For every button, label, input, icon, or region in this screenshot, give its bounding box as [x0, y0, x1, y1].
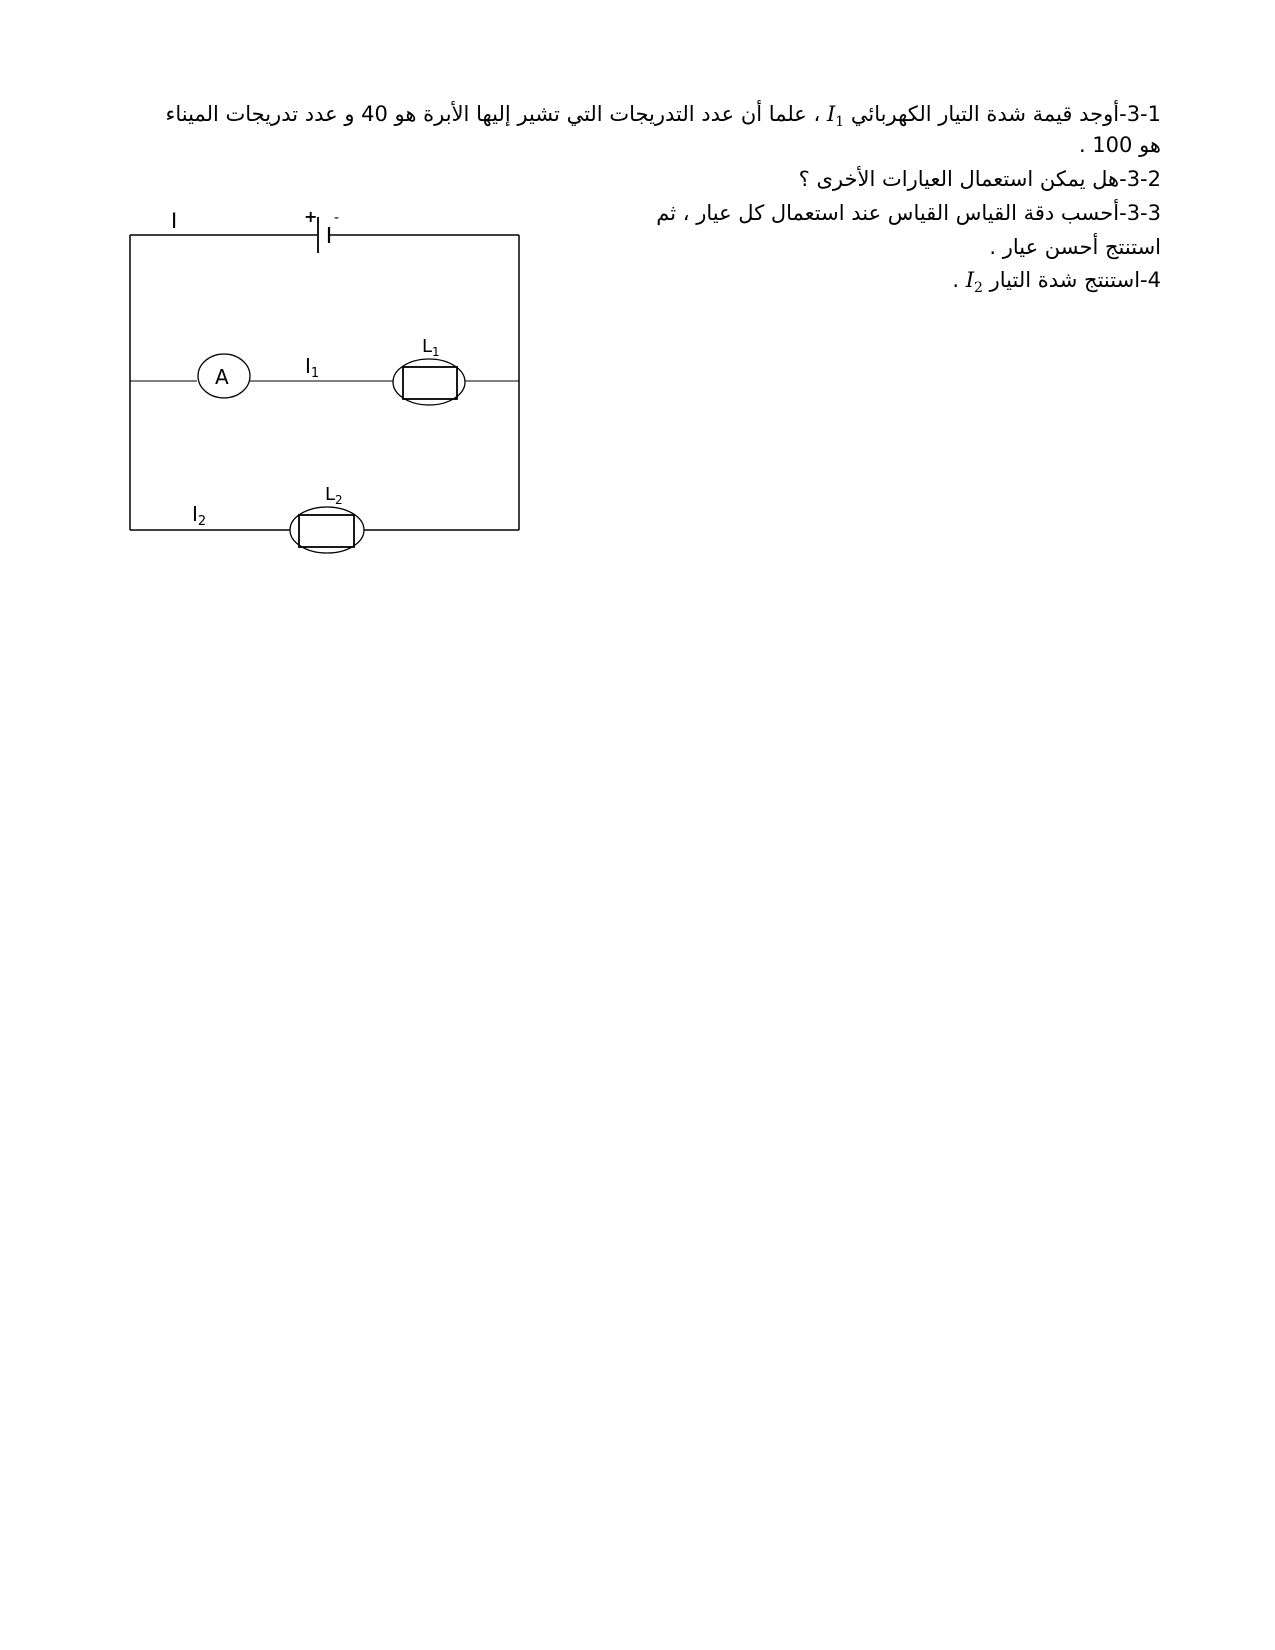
- lamp2-label: $L_2$: [325, 484, 343, 507]
- question-3-1-continuation: هو 100 .: [1078, 133, 1161, 157]
- current-symbol-i1: $I_1$: [826, 102, 845, 131]
- question-text: أوجد قيمة شدة التيار الكهربائي: [850, 102, 1120, 126]
- question-text: أحسب دقة القياس القياس عند استعمال كل عيار ، ثم: [656, 201, 1120, 225]
- main-current-label: I: [171, 209, 178, 233]
- question-number: 3-1-: [1119, 102, 1161, 126]
- branch2-current-label: $I_2$: [192, 502, 207, 529]
- question-number: 4-: [1140, 268, 1161, 292]
- question-number: 3-2-: [1119, 167, 1161, 191]
- question-number: 3-3-: [1119, 201, 1161, 225]
- question-text-continued: ، علما أن عدد التدريجات التي تشير إليها الأبرة هو 40 و عدد تدريجات الميناء: [165, 102, 821, 126]
- lamp2-icon: [290, 507, 364, 553]
- current-symbol-i2: $I_2$: [965, 268, 983, 297]
- ammeter-icon: [198, 354, 250, 398]
- question-3-3-continuation: استنتج أحسن عيار .: [989, 235, 1161, 259]
- question-3-1: [165, 99, 1161, 138]
- circuit-diagram: [110, 195, 560, 585]
- question-text: استنتج شدة التيار: [989, 268, 1141, 292]
- question-3-3: [656, 198, 1161, 229]
- question-text: هل يمكن استعمال العيارات الأخرى ؟: [798, 167, 1120, 191]
- battery-plus-label: +: [304, 207, 318, 226]
- question-4: 4-استنتج شدة التيار $I_2$ .: [952, 268, 1161, 297]
- lamp1-label: $L_1$: [422, 336, 440, 359]
- battery-icon: [304, 207, 339, 253]
- ammeter-label: A: [215, 365, 229, 389]
- battery-minus-label: -: [334, 210, 340, 226]
- branch1-current-label: $I_1$: [305, 354, 320, 381]
- question-3-2: [799, 164, 1161, 195]
- lamp1-icon: [393, 359, 465, 405]
